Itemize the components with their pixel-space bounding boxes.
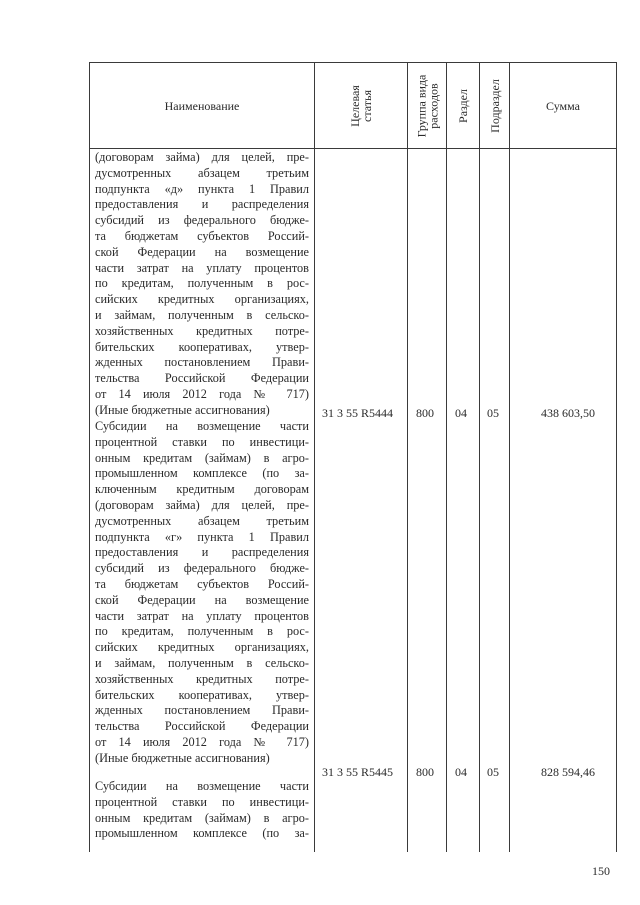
description-line: тельства Российской Федерации bbox=[95, 371, 309, 386]
header-expense-group-line1: Группа вида bbox=[414, 74, 428, 137]
description-line: по кредитам, полученным в рос- bbox=[95, 276, 309, 291]
col-border-group-right bbox=[446, 62, 447, 852]
description-block-3 bbox=[95, 779, 309, 842]
description-line: от 14 июля 2012 года № 717) bbox=[95, 734, 309, 749]
description-line: жденных постановлением Прави- bbox=[95, 703, 309, 718]
description-line: (договорам займа) для целей, пре- bbox=[95, 497, 309, 512]
col-border-article-right bbox=[407, 62, 408, 852]
header-bottom-border bbox=[89, 148, 617, 149]
row2-sum: 828 594,46 bbox=[541, 765, 595, 779]
description-line: процентной ставки по инвестици- bbox=[95, 794, 309, 809]
row2-subsection: 05 bbox=[487, 765, 499, 779]
header-target-article bbox=[315, 63, 407, 148]
description-line: предоставления и распределения bbox=[95, 545, 309, 560]
header-target-article-line2: статья bbox=[359, 89, 374, 122]
description-line: процентной ставки по инвестици- bbox=[95, 434, 309, 449]
col-border-section-right bbox=[479, 62, 480, 852]
row1-sum: 438 603,50 bbox=[541, 406, 595, 420]
header-name bbox=[90, 63, 314, 148]
header-section bbox=[447, 63, 479, 148]
header-section-label: Раздел bbox=[456, 88, 471, 123]
description-line: ключенным кредитным договорам bbox=[95, 482, 309, 497]
description-line: жденных постановлением Прави- bbox=[95, 355, 309, 370]
description-line: Субсидии на возмещение части bbox=[95, 779, 309, 793]
header-expense-group bbox=[408, 63, 446, 148]
header-sum bbox=[510, 63, 616, 148]
description-block-1 bbox=[95, 150, 309, 419]
description-block-2 bbox=[95, 419, 309, 767]
description-line: дусмотренных абзацем третьим bbox=[95, 165, 309, 180]
description-line: подпункта «г» пункта 1 Правил bbox=[95, 529, 309, 544]
description-line: подпункта «д» пункта 1 Правил bbox=[95, 181, 309, 196]
header-target-article-line1: Целевая bbox=[347, 84, 362, 127]
row2-expense-group: 800 bbox=[416, 765, 434, 779]
description-line: хозяйственных кредитных потре- bbox=[95, 323, 309, 338]
description-line: промышленном комплексе (по за- bbox=[95, 826, 309, 841]
page-number: 150 bbox=[592, 864, 610, 878]
row1-subsection: 05 bbox=[487, 406, 499, 420]
description-line: (Иные бюджетные ассигнования) bbox=[95, 750, 270, 765]
row2-section: 04 bbox=[455, 765, 467, 779]
description-line: бительских кооперативах, утвер- bbox=[95, 687, 309, 702]
header-subsection bbox=[480, 63, 509, 148]
description-line: та бюджетам субъектов Россий- bbox=[95, 228, 309, 243]
description-line: сийских кредитных организациях, bbox=[95, 292, 309, 307]
description-line: по кредитам, полученным в рос- bbox=[95, 624, 309, 639]
row1-section: 04 bbox=[455, 406, 467, 420]
description-line: (договорам займа) для целей, пре- bbox=[95, 150, 309, 164]
description-line: субсидий из федерального бюдже- bbox=[95, 213, 309, 228]
description-line: и займам, полученным в сельско- bbox=[95, 655, 309, 670]
description-line: промышленном комплексе (по за- bbox=[95, 466, 309, 481]
description-line: от 14 июля 2012 года № 717) bbox=[95, 386, 309, 401]
description-line: онным кредитам (займам) в агро- bbox=[95, 810, 309, 825]
description-line: и займам, полученным в сельско- bbox=[95, 307, 309, 322]
description-line: онным кредитам (займам) в агро- bbox=[95, 450, 309, 465]
description-line: сийских кредитных организациях, bbox=[95, 640, 309, 655]
col-border-right bbox=[616, 62, 617, 852]
description-line: ской Федерации на возмещение bbox=[95, 244, 309, 259]
description-line: тельства Российской Федерации bbox=[95, 719, 309, 734]
description-line: части затрат на уплату процентов bbox=[95, 608, 309, 623]
description-line: та бюджетам субъектов Россий- bbox=[95, 576, 309, 591]
description-line: субсидий из федерального бюдже- bbox=[95, 561, 309, 576]
col-border-name-right bbox=[314, 62, 315, 852]
header-subsection-label: Подраздел bbox=[487, 78, 502, 133]
col-border-left bbox=[89, 62, 90, 852]
col-border-subsection-right bbox=[509, 62, 510, 852]
description-line: хозяйственных кредитных потре- bbox=[95, 671, 309, 686]
row1-expense-group: 800 bbox=[416, 406, 434, 420]
row1-target-article: 31 3 55 R5444 bbox=[322, 406, 394, 420]
description-line: бительских кооперативах, утвер- bbox=[95, 339, 309, 354]
description-line: Субсидии на возмещение части bbox=[95, 419, 309, 433]
header-name-label: Наименование bbox=[164, 98, 240, 113]
row2-target-article: 31 3 55 R5445 bbox=[322, 765, 394, 779]
description-line: ской Федерации на возмещение bbox=[95, 592, 309, 607]
description-line: дусмотренных абзацем третьим bbox=[95, 513, 309, 528]
header-expense-group-line2: расходов bbox=[426, 82, 440, 129]
description-line: (Иные бюджетные ассигнования) bbox=[95, 402, 270, 417]
header-sum-label: Сумма bbox=[546, 98, 580, 113]
description-line: части затрат на уплату процентов bbox=[95, 260, 309, 275]
description-line: предоставления и распределения bbox=[95, 197, 309, 212]
